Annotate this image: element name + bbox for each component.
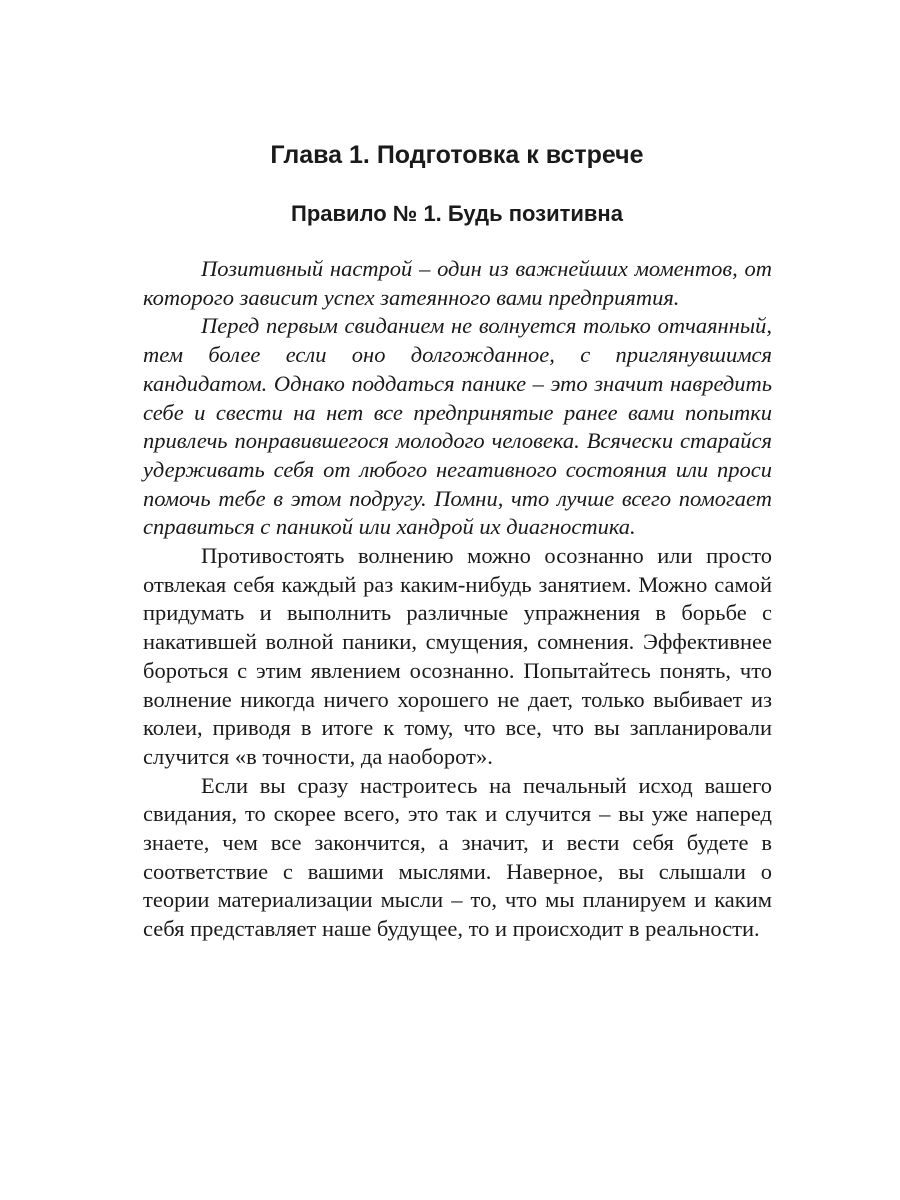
page-body (143, 255, 772, 944)
paragraph-4: Если вы сразу настроитесь на печальный исход вашего свидания, то скорее всего, это так и случится – вы уже наперед знаете, чем все закончится, а значит, и вести себя будете в соответствие с вашими мыслями. Наверное, вы слышали о теории материализации мысли – то, что мы планируем и каким себя представляет наше будущее, то и происходит в реальности. (143, 772, 772, 942)
paragraph-italic-2: Перед первым свиданием не волнуется только отчаянный, тем более если оно долгожданное, с приглянувшимся кандидатом. Однако поддаться панике – это значит навредить себе и свести на нет все предпринятые ранее вами попытки привлечь понравившегося молодого человека. Всячески старайся удерживать себя от любого негативного состояния или проси помочь тебе в этом подругу. Помни, что лучше всего помогает справиться с паникой или хандрой их диагностика. (143, 313, 772, 540)
chapter-title: Глава 1. Подготовка к встрече (270, 141, 644, 169)
paragraph-italic-1: Позитивный настрой – один из важнейших моментов, от которого зависит успех затеянного вами предприятия. (143, 256, 772, 310)
rule-title: Правило № 1. Будь позитивна (291, 201, 623, 226)
paragraph-3: Противостоять волнению можно осознанно или просто отвлекая себя каждый раз каким-нибудь занятием. Можно самой придумать и выполнить различные упражнения в борьбе с накатившей волной паники, смущения, сомнения. Эффективнее бороться с этим явлением осознанно. Попытайтесь понять, что волнение никогда ничего хорошего не дает, только выбивает из колеи, приводя в итоге к тому, что все, что вы запланировали случится «в точности, да наоборот». (143, 543, 772, 769)
